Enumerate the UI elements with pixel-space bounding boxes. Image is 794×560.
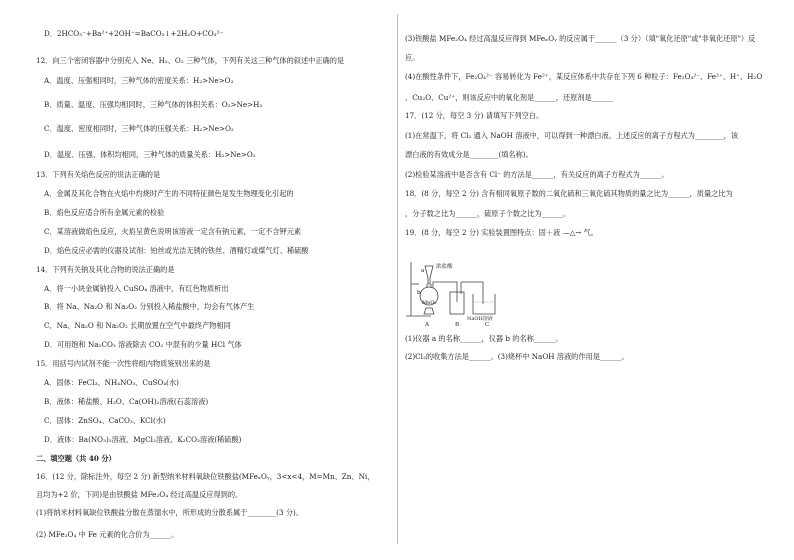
q14-option-d: D．可用饱和 Na₂CO₃ 溶液除去 CO₂ 中混有的少量 HCl 气体 [44,340,242,349]
label-A: A [425,322,429,328]
beaker-c [473,294,495,314]
label-naoh: NaOH溶液 [467,316,493,322]
q18-line1: 18．(8 分，每空 2 分) 含有相同氧原子数的二氧化硫和三氧化硫其物质的量之比为______，质量之比为 [405,189,733,198]
q12-option-c: C．温度、密度相同时，三种气体的压强关系：H₂>Ne>O₂ [44,124,234,133]
q17-part2: (2)检验某溶液中是否含有 Cl⁻ 的方法是______，有关反应的离子方程式为______。 [405,170,669,179]
section-heading-fill-blank: 二、填空题（共 40 分） [36,454,116,463]
q13-option-d: D．焰色反应必需的仪器及试剂：铂丝或光洁无锈的铁丝、酒精灯或煤气灯、稀硫酸 [44,246,309,255]
q19-part2-3: (2)Cl₂的收集方法是______。(3)烧杯中 NaOH 溶液的作用是______。 [405,352,629,361]
q12-option-a: A．温度、压强相同时，三种气体的密度关系：H₂>Ne>O₂ [44,76,234,85]
label-mno2: MnO₂ [422,300,437,306]
label-C: C [485,322,490,328]
q11-option-d: D．2HCO₃⁻+Ba²⁺+2OH⁻=BaCO₃↓+2H₂O+CO₃²⁻ [44,29,224,38]
q16-stem-line2: 且均为+2 价，下同)是由铁酸盐 MFe₂O₄ 经过高温反应得到的。 [36,490,243,499]
q15-option-d: D．液体：Ba(NO₃)₂溶液、MgCl₂溶液、K₂CO₃溶液(稀硫酸) [44,435,242,444]
q15-option-c: C．固体：ZnSO₄、CaCO₃、KCl(水) [44,416,166,425]
q14-stem: 14．下列有关钠及其化合物的说法正确的是 [36,265,175,274]
q14-option-c: C．Na、Na₂O 和 Na₂O₂ 长期放置在空气中最终产物相同 [44,321,231,330]
q16-stem-line1: 16．(12 分，除标注外，每空 2 分) 新型纳米材料氧缺位铁酸盐(MFeₓOᵧ，3<x<4，M=Mn、Zn、Ni， [36,472,375,481]
q16-part3-line1: (3)铁酸盐 MFe₂O₄ 经过高温反应得到 MFeₓOᵧ 的反应属于______（3 分）（填"氧化还原"或"非氧化还原"）反 [405,34,756,43]
q15-option-b: B．液体：稀盐酸、H₂O、Ca(OH)₂溶液(石蕊溶液) [44,397,209,406]
q17-part1-line2: 漂白液的有效成分是________(填名称)。 [405,150,533,159]
q14-option-b: B．将 Na、Na₂O 和 Na₂O₂ 分别投入稀盐酸中，均会有气体产生 [44,302,255,311]
q13-stem: 13．下列有关焰色反应的说法正确的是 [36,170,161,179]
q13-option-b: B．焰色反应适合所有金属元素的检验 [44,208,165,217]
q16-part4-line1: (4)在酸性条件下，Fe₂O₄²⁻ 容易转化为 Fe²⁺，某反应体系中共存在下列 6 种粒子：Fe₂O₄²⁻、Fe²⁺、H⁺、H₂O [405,72,763,81]
q16-part1: (1)将纳米材料氧缺位铁酸盐分散在蒸馏水中，所形成的分散系属于________(3 分)。 [36,508,304,517]
q14-option-a: A．将一小块金属钠投入 CuSO₄ 溶液中，有红色物质析出 [44,284,229,293]
q13-option-c: C．某溶液做焰色反应，火焰呈黄色说明该溶液一定含有钠元素，一定不含钾元素 [44,227,302,236]
q19-stem: 19．(8 分，每空 2 分) 实验装置图特点：固＋液 —△→ 气。 [405,228,598,237]
q17-part1-line1: (1)在常温下，将 Cl₂ 通入 NaOH 溶液中，可以得到一种漂白液。上述反应的离子方程式为________，该 [405,131,739,140]
q17-stem: 17．(12 分，每空 3 分) 请填写下列空白。 [405,111,544,120]
q16-part2: (2) MFe₂O₄ 中 Fe 元素的化合价为______。 [36,530,179,539]
q16-part3-line2: 应。 [405,53,420,62]
q15-option-a: A．固体：FeCl₃、NH₄NO₃、CuSO₄(水) [44,378,179,387]
lab-apparatus-figure [405,258,515,328]
q15-stem: 15．用括号内试剂不能一次性将组内物质鉴别出来的是 [36,359,211,368]
label-b: b [417,290,421,296]
q16-part4-line2: 、Cu₂O、Cu²⁺，则该反应中的氧化剂是______，还原剂是______ [405,93,614,102]
column-divider [397,14,398,544]
separatory-funnel-a [425,266,433,284]
q19-part1: (1)仪器 a 的名称______，仪器 b 的名称______。 [405,334,563,343]
q13-option-a: A．金属及其化合物在火焰中灼烧时产生的不同特征颜色是发生物理变化引起的 [44,189,294,198]
q12-stem: 12．向三个密闭容器中分别充入 Ne、H₂、O₂ 三种气体，下列有关这三种气体的叙述中正确的是 [36,56,345,65]
q12-option-d: D．温度、压强、体积均相同，三种气体的质量关系：H₂>Ne>O₂ [44,150,256,159]
label-a: a [421,268,425,274]
label-B: B [455,322,460,328]
label-conc-hcl: 浓盐酸 [436,264,453,270]
q18-line2: ，分子数之比为______，硫原子个数之比为______。 [405,209,571,218]
alcohol-lamp [424,308,434,314]
q12-option-b: B．质量、温度、压强均相同时，三种气体的体积关系：O₂>Ne>H₂ [44,100,263,109]
